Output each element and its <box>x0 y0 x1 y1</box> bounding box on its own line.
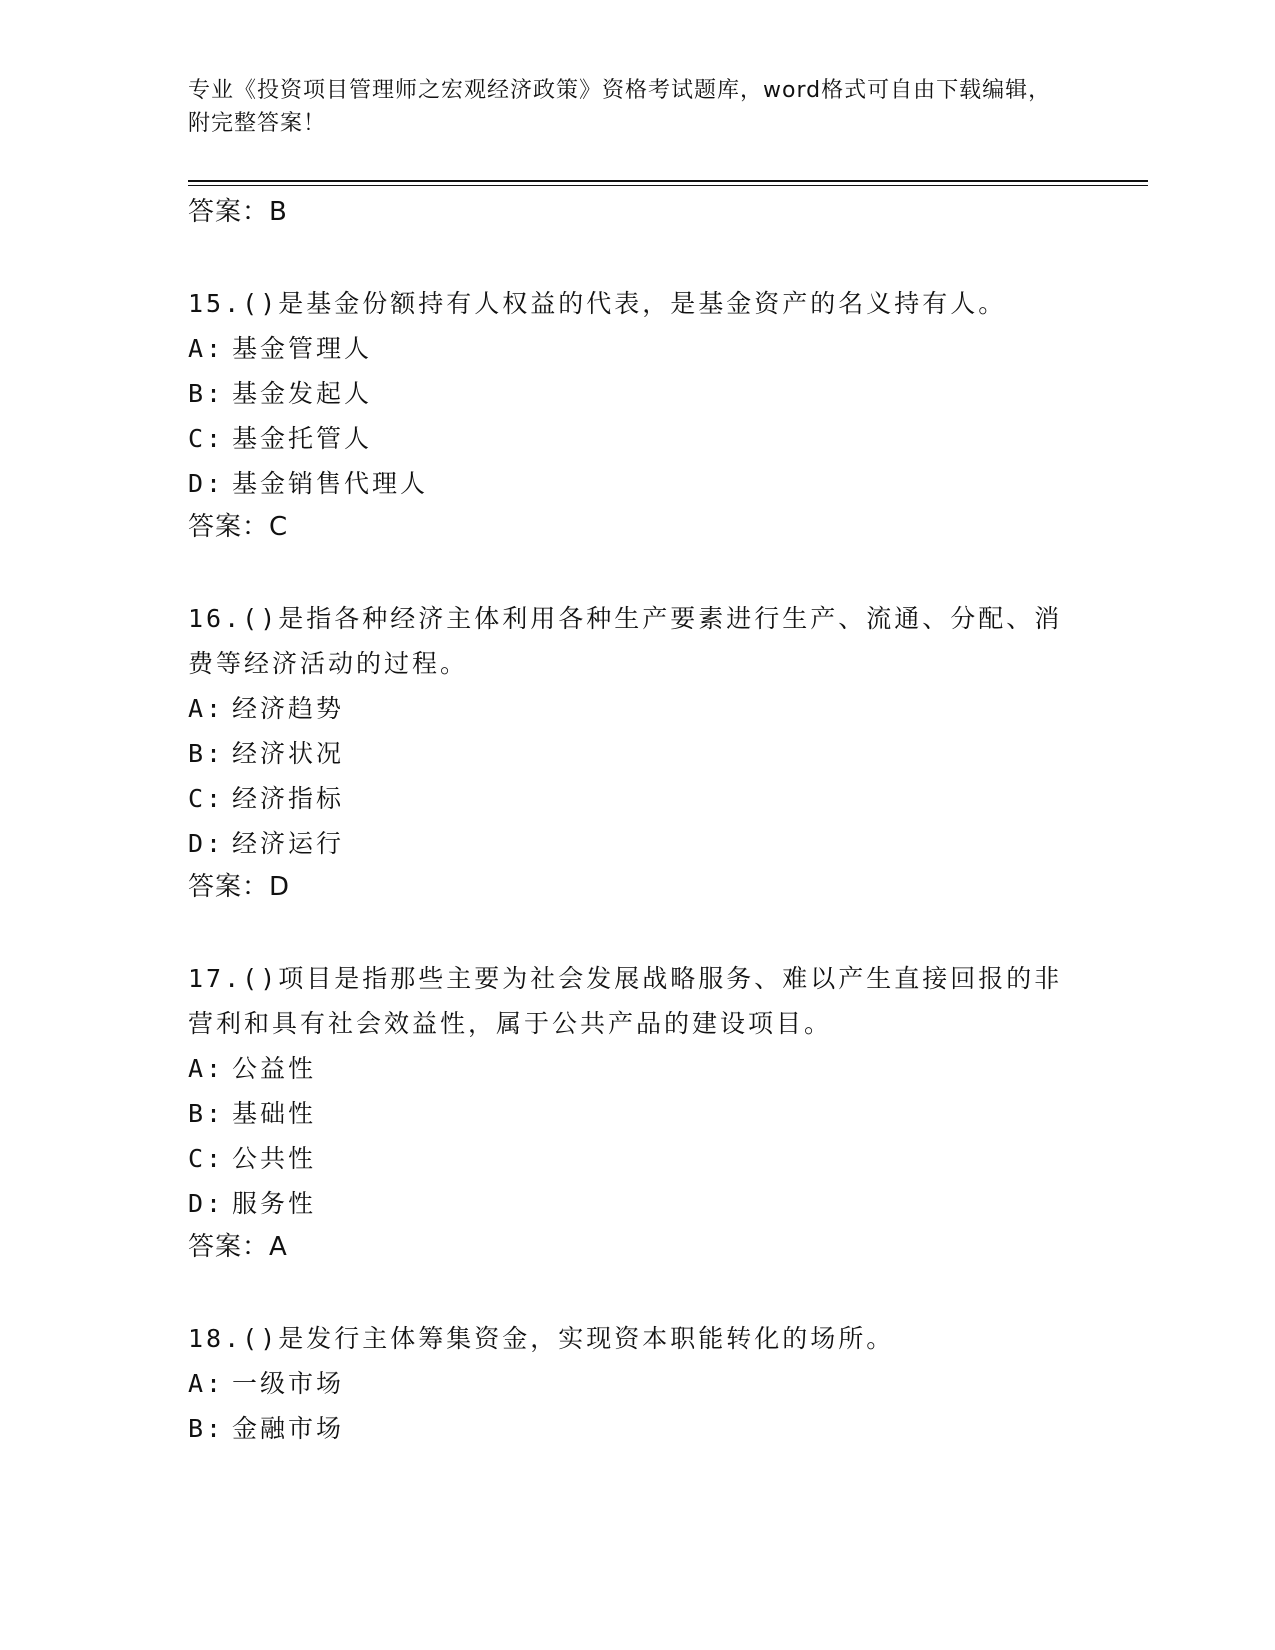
option-text: 经济运行 <box>232 829 345 858</box>
option-letter: A: <box>188 694 225 723</box>
option-c <box>188 1136 1088 1181</box>
answer-label: 答案：C <box>188 512 289 542</box>
question-item <box>188 281 1088 544</box>
option-a <box>188 1046 1088 1091</box>
option-letter: B: <box>188 1099 225 1128</box>
option-text: 基础性 <box>232 1099 317 1128</box>
option-letter: A: <box>188 334 225 363</box>
option-text: 经济趋势 <box>232 694 345 723</box>
question-item <box>188 956 1088 1264</box>
question-stem: 17.()项目是指那些主要为社会发展战略服务、难以产生直接回报的非营利和具有社会效益性，属于公共产品的建设项目。 <box>188 964 1063 1038</box>
question-stem: 18.()是发行主体筹集资金，实现资本职能转化的场所。 <box>188 1324 895 1353</box>
option-text: 经济指标 <box>232 784 345 813</box>
header-rule-thick <box>188 180 1148 182</box>
option-text: 金融市场 <box>232 1414 345 1443</box>
document-header: 专业《投资项目管理师之宏观经济政策》资格考试题库，word格式可自由下载编辑，附完整答案！ <box>188 78 1052 136</box>
option-letter: B: <box>188 379 225 408</box>
answer-label: 答案：D <box>188 872 291 902</box>
option-text: 公共性 <box>232 1144 317 1173</box>
option-letter: D: <box>188 469 225 498</box>
option-b <box>188 371 1088 416</box>
question-stem: 16.()是指各种经济主体利用各种生产要素进行生产、流通、分配、消费等经济活动的过程。 <box>188 604 1063 678</box>
answer-label: 答案：A <box>188 1232 288 1262</box>
option-letter: A: <box>188 1369 225 1398</box>
option-text: 基金托管人 <box>232 424 373 453</box>
option-letter: B: <box>188 739 225 768</box>
option-text: 服务性 <box>232 1189 317 1218</box>
option-b <box>188 1091 1088 1136</box>
option-letter: D: <box>188 1189 225 1218</box>
option-c <box>188 776 1088 821</box>
option-a <box>188 1361 1088 1406</box>
option-text: 基金管理人 <box>232 334 373 363</box>
option-text: 一级市场 <box>232 1369 345 1398</box>
option-letter: C: <box>188 1144 225 1173</box>
option-letter: D: <box>188 829 225 858</box>
option-text: 经济状况 <box>232 739 345 768</box>
question-item <box>188 596 1088 904</box>
option-c <box>188 416 1088 461</box>
answer-label: 答案：B <box>188 197 288 227</box>
question-item <box>188 1316 1088 1451</box>
option-letter: A: <box>188 1054 225 1083</box>
option-letter: B: <box>188 1414 225 1443</box>
option-letter: C: <box>188 784 225 813</box>
option-text: 公益性 <box>232 1054 317 1083</box>
option-d <box>188 821 1088 866</box>
option-a <box>188 686 1088 731</box>
option-letter: C: <box>188 424 225 453</box>
option-text: 基金发起人 <box>232 379 373 408</box>
option-d <box>188 461 1088 506</box>
option-text: 基金销售代理人 <box>232 469 429 498</box>
option-a <box>188 326 1088 371</box>
option-b <box>188 1406 1088 1451</box>
option-b <box>188 731 1088 776</box>
option-d <box>188 1181 1088 1226</box>
question-list <box>188 191 1088 1451</box>
question-stem: 15.()是基金份额持有人权益的代表，是基金资产的名义持有人。 <box>188 289 1007 318</box>
header-rule-thin <box>188 185 1148 186</box>
